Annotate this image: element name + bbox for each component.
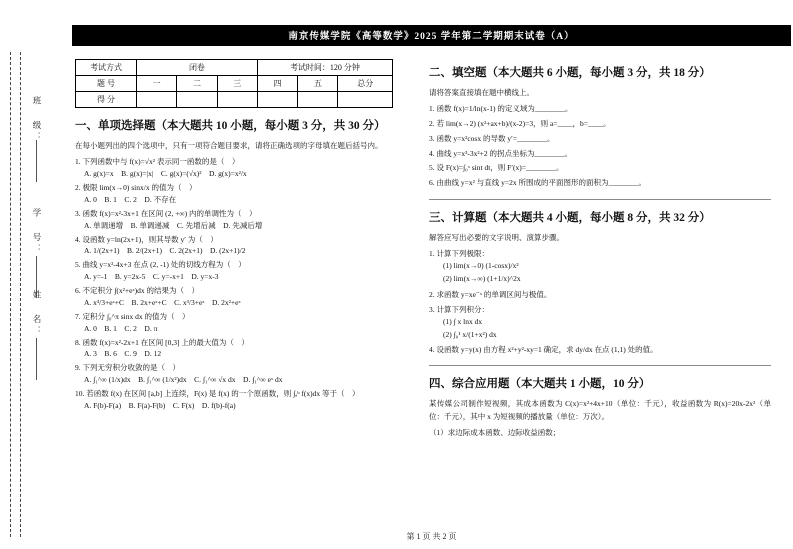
question-stem: 6. 不定积分 ∫(x²+eˣ)dx 的结果为（ ）	[75, 286, 200, 296]
section-divider	[429, 365, 771, 366]
question-stem: 7. 定积分 ∫₀^π sinx dx 的值为（ ）	[75, 311, 190, 321]
mc-question-4	[75, 234, 393, 257]
question-options: A. 0 B. 1 C. 2 D. π	[84, 323, 158, 333]
section2-instruction: 请将答案直接填在题中横线上。	[429, 87, 534, 97]
exam-method-value: 闭卷	[137, 60, 258, 76]
calc-question-text: 2. 求函数 y=xe⁻ˣ 的单调区间与极值。	[429, 289, 552, 299]
binding-dashed-line	[10, 52, 11, 537]
application-problem-body: 某传媒公司制作短视频，其成本函数为 C(x)=x²+4x+10（单位：千元），收益函数为 R(x)=20x-2x²（单位：千元），其中 x 为短视频的播放量（单位：万次）。	[429, 399, 771, 421]
mc-question-7	[75, 311, 393, 334]
name-label: 姓 名：	[32, 290, 42, 338]
class-fill-line	[36, 140, 37, 182]
exam-method-label: 考试方式	[76, 60, 137, 76]
mc-question-6	[75, 285, 393, 308]
section1-instruction: 在每小题列出的四个选项中，只有一项符合题目要求，请将正确选项的字母填在题后括号内。	[75, 140, 383, 150]
score-cell	[217, 92, 257, 108]
calc-question-4	[429, 344, 771, 356]
exam-title: 南京传媒学院《高等数学》2025 学年第二学期期末试卷（A）	[288, 32, 575, 42]
student-id-label: 学 号：	[32, 208, 42, 256]
score-cell	[257, 92, 297, 108]
two-column-layout	[70, 59, 793, 439]
binding-dashed-line	[20, 52, 21, 537]
calc-question-3	[429, 304, 771, 342]
question-stem: 2. 极限 lim(x→0) sinx/x 的值为（ ）	[75, 183, 197, 193]
question-number-header: 题 号	[76, 76, 137, 92]
mc-question-1	[75, 156, 393, 179]
fill-question-5: 5. 设 F(x)=∫₀ˣ sint dt，则 F′(x)=________。	[429, 163, 564, 173]
mc-question-5	[75, 259, 393, 282]
question-stem: 5. 曲线 y=x²-4x+3 在点 (2, -1) 处的切线方程为（ ）	[75, 260, 246, 270]
col-three: 三	[217, 76, 257, 92]
question-stem: 1. 下列函数中与 f(x)=√x² 表示同一函数的是（ ）	[75, 157, 240, 167]
question-options: A. g(x)=x B. g(x)=|x| C. g(x)=(√x)² D. g(x)=x²/x	[84, 169, 247, 179]
exam-time: 考试时间：120 分钟	[257, 60, 392, 76]
col-five: 五	[298, 76, 338, 92]
question-stem: 3. 函数 f(x)=x²-3x+1 在区间 (2, +∞) 内的单调性为（ ）	[75, 208, 257, 218]
exam-info-table	[75, 59, 393, 108]
calc-part: (2) ∫₀¹ x/(1+x²) dx	[443, 329, 497, 339]
section2-title: 二、填空题（本大题共 6 小题，每小题 3 分，共 18 分）	[429, 67, 711, 79]
calc-part: (2) lim(x→∞) (1+1/x)^2x	[443, 274, 521, 284]
mc-question-8	[75, 337, 393, 360]
page-footer: 第 1 页 共 2 页	[406, 532, 457, 541]
question-stem: 4. 设函数 y=ln(2x+1)，则其导数 y′ 为（ ）	[75, 234, 218, 244]
fill-question-4: 4. 曲线 y=x³-3x²+2 的拐点坐标为________。	[429, 148, 572, 158]
score-cell	[338, 92, 393, 108]
col-two: 二	[177, 76, 217, 92]
exam-title-bar	[72, 25, 791, 46]
application-problem-part1: （1）求边际成本函数、边际收益函数；	[429, 428, 561, 438]
calc-question-text: 4. 设函数 y=y(x) 由方程 x²+y²-xy=1 确定，求 dy/dx 在点 (1,1) 处的值。	[429, 345, 658, 355]
col-total: 总分	[338, 76, 393, 92]
fill-question-2: 2. 若 lim(x→2) (x²+ax+b)/(x-2)=3，则 a=____，b=____。	[429, 119, 611, 129]
name-fill-line	[36, 338, 37, 380]
exam-content	[70, 0, 793, 549]
calc-question-2	[429, 289, 771, 301]
calc-question-text: 1. 计算下列极限：	[429, 249, 489, 259]
score-cell	[298, 92, 338, 108]
score-cell	[177, 92, 217, 108]
fill-question-6: 6. 由曲线 y=x² 与直线 y=2x 所围成的平面图形的面积为________。	[429, 178, 646, 188]
class-label: 班 级：	[32, 96, 42, 144]
question-options: A. F(b)-F(a) B. F(a)-F(b) C. F(x) D. f(b)-f(a)	[84, 400, 236, 410]
calc-part: (1) lim(x→0) (1-cosx)/x²	[443, 261, 519, 271]
question-options: A. ∫₁^∞ (1/x)dx B. ∫₁^∞ (1/x²)dx C. ∫₁^∞ √x dx D. ∫₁^∞ eˣ dx	[84, 375, 283, 385]
right-column	[429, 59, 771, 439]
score-cell	[137, 92, 177, 108]
left-column	[75, 59, 393, 439]
fill-question-1: 1. 函数 f(x)=1/ln(x-1) 的定义域为________。	[429, 104, 573, 114]
question-options: A. 3 B. 6 C. 9 D. 12	[84, 349, 162, 359]
section3-instruction: 解答应写出必要的文字说明、演算步骤。	[429, 232, 564, 242]
calc-question-text: 3. 计算下列积分：	[429, 304, 489, 314]
section-divider	[429, 199, 771, 200]
question-options: A. 1/(2x+1) B. 2/(2x+1) C. 2(2x+1) D. (2x+1)/2	[84, 246, 246, 256]
question-options: A. 单调递增 B. 单调递减 C. 先增后减 D. 先减后增	[84, 220, 263, 230]
col-one: 一	[137, 76, 177, 92]
calc-question-1	[429, 248, 771, 286]
fill-question-3: 3. 函数 y=x²cosx 的导数 y′=________。	[429, 133, 555, 143]
binding-area	[0, 0, 68, 549]
mc-question-10	[75, 388, 393, 411]
question-options: A. y=-1 B. y=2x-5 C. y=-x+1 D. y=x-3	[84, 272, 219, 282]
col-four: 四	[257, 76, 297, 92]
score-header: 得 分	[76, 92, 137, 108]
mc-question-3	[75, 208, 393, 231]
mc-question-9	[75, 362, 393, 385]
question-options: A. x³/3+eˣ+C B. 2x+eˣ+C C. x³/3+eˣ D. 2x²+eˣ	[84, 297, 241, 307]
section4-title: 四、综合应用题（本大题共 1 小题，10 分）	[429, 378, 651, 391]
section3-title: 三、计算题（本大题共 4 小题，每小题 8 分，共 32 分）	[429, 211, 711, 224]
mc-question-2	[75, 182, 393, 205]
section1-title: 一、单项选择题（本大题共 10 小题，每小题 3 分，共 30 分）	[75, 120, 386, 132]
question-options: A. 0 B. 1 C. 2 D. 不存在	[84, 194, 177, 204]
question-stem: 10. 若函数 f(x) 在区间 [a,b] 上连续，F(x) 是 f(x) 的一个原函数，则 ∫ₐᵇ f(x)dx 等于（ ）	[75, 389, 360, 399]
question-stem: 9. 下列无穷积分收敛的是（ ）	[75, 363, 180, 373]
question-stem: 8. 函数 f(x)=x²-2x+1 在区间 [0,3] 上的最大值为（ ）	[75, 337, 249, 347]
calc-part: (1) ∫ x lnx dx	[443, 316, 483, 326]
